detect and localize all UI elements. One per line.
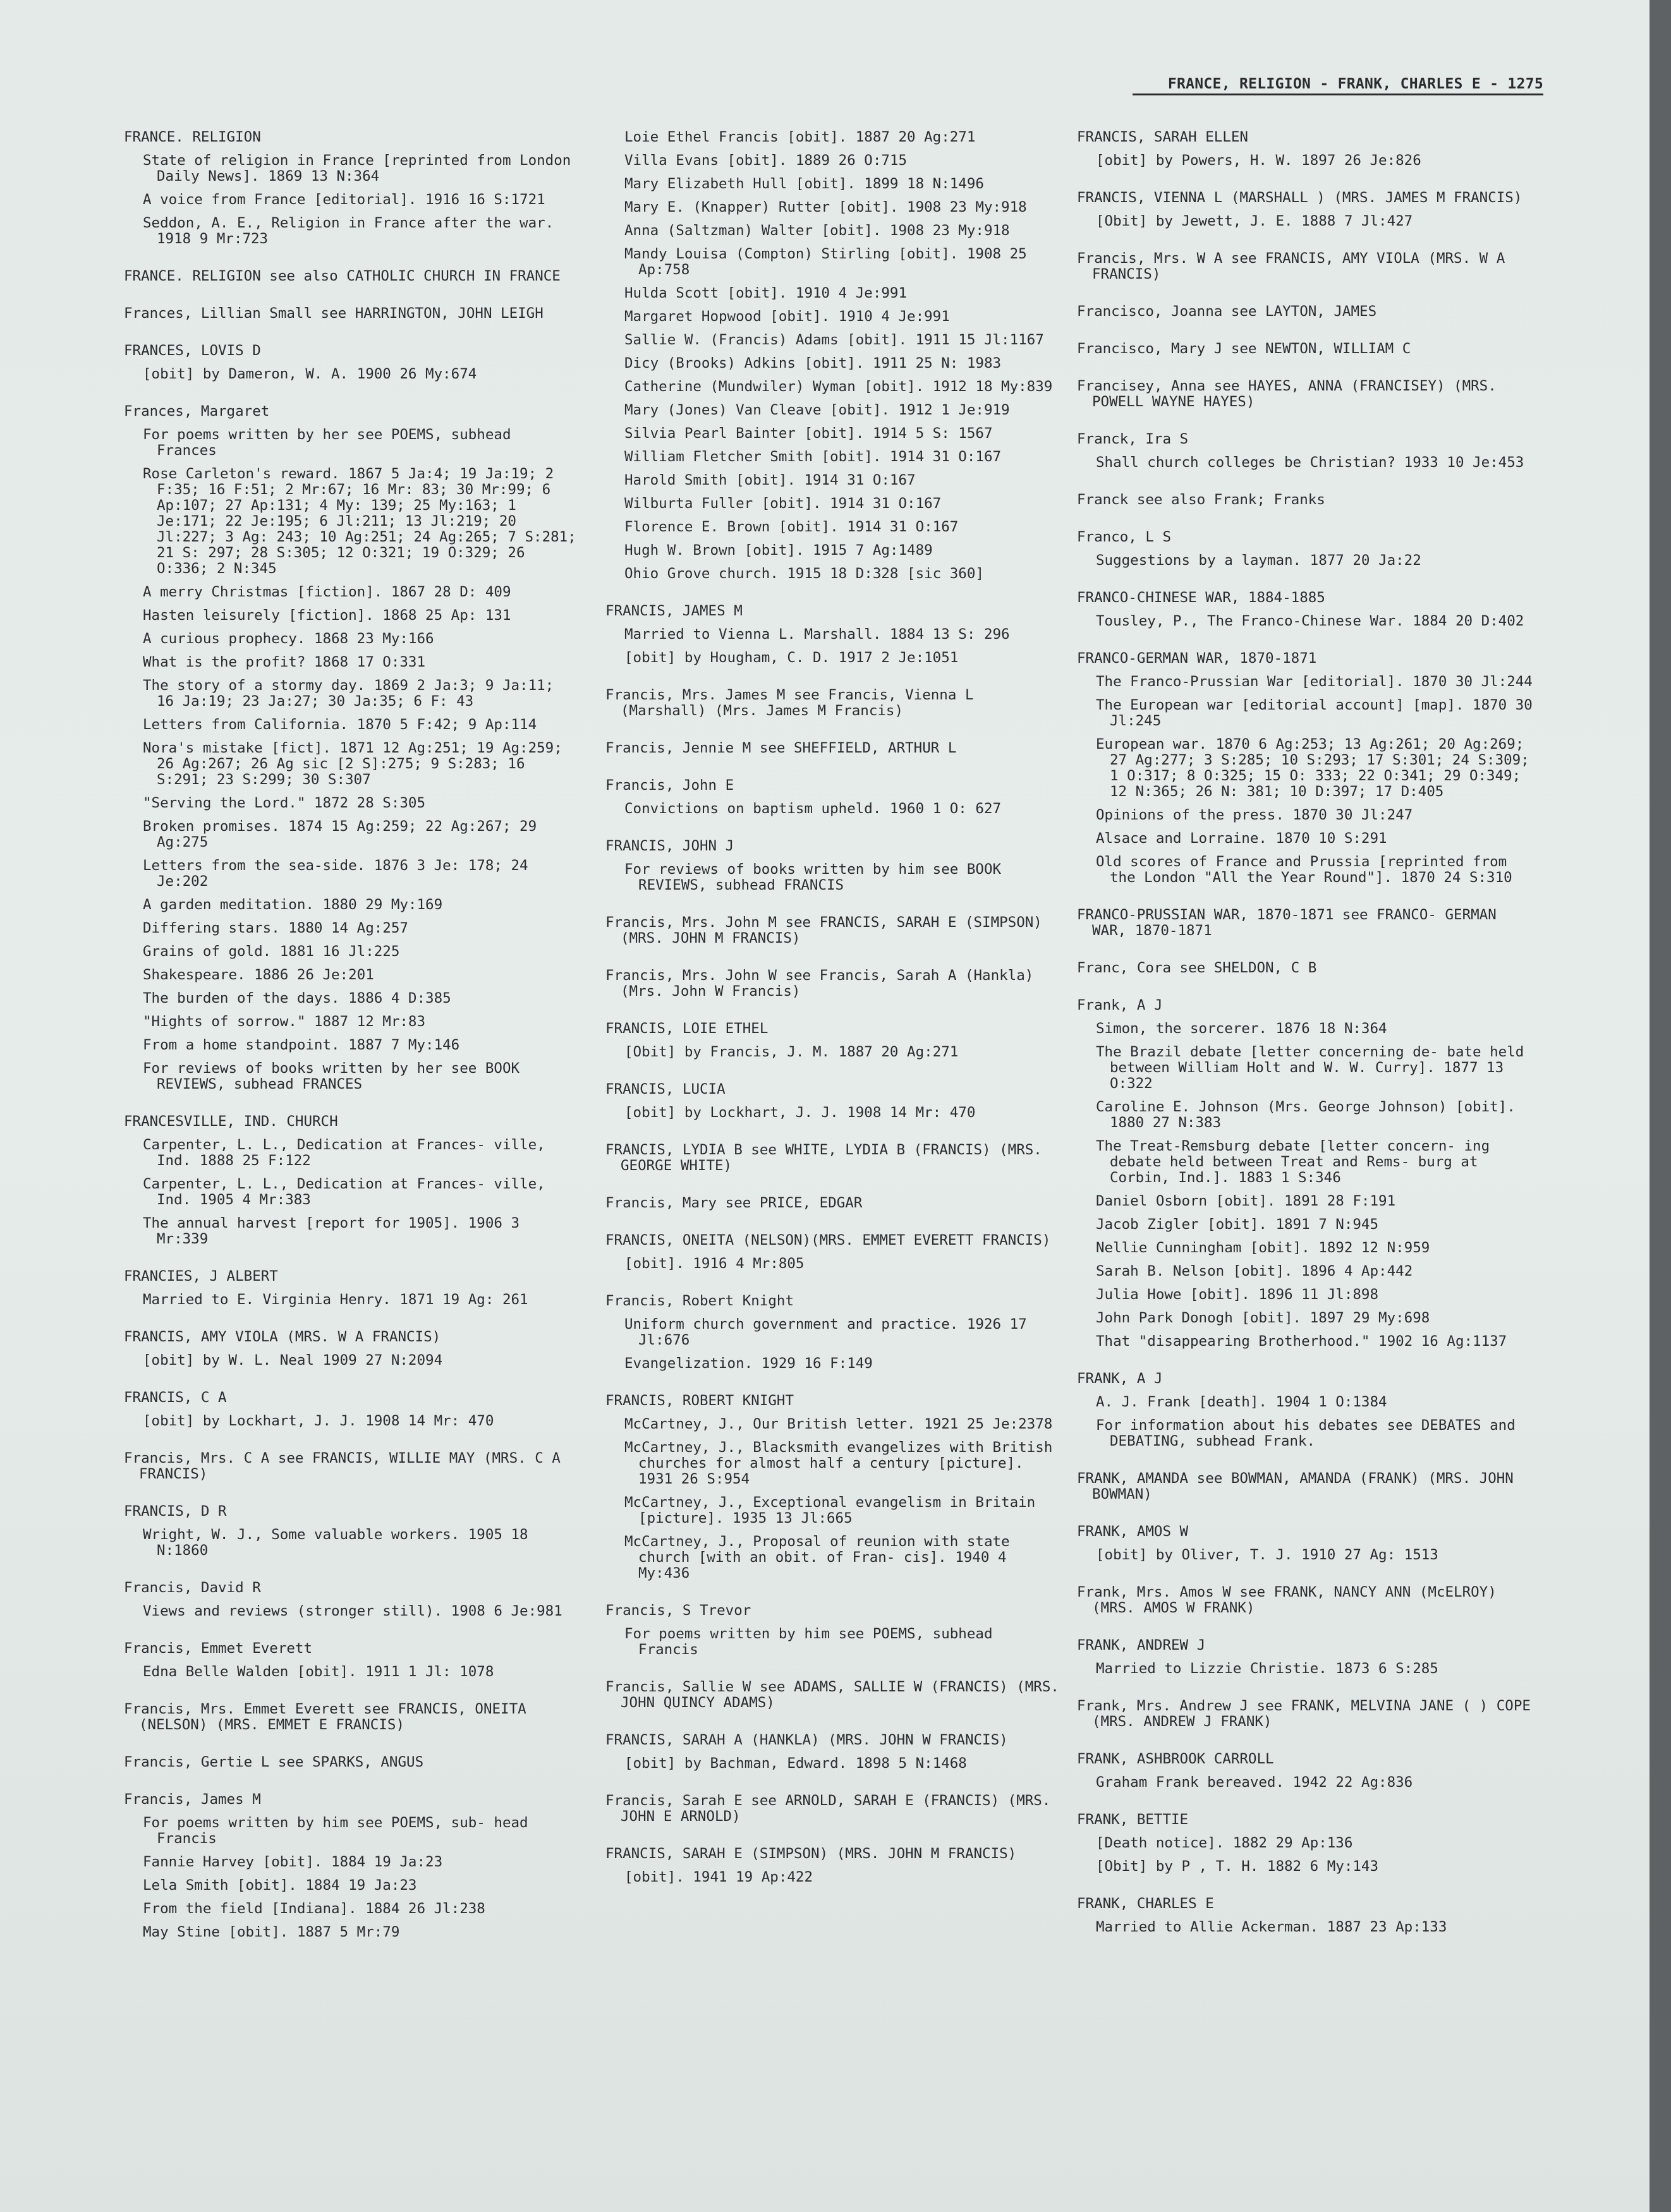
- entry-heading: Francis, Jennie M see SHEFFIELD, ARTHUR L: [605, 740, 957, 756]
- entry-citation: Dicy (Brooks) Adkins [obit]. 1911 25 N: 1983: [624, 355, 1002, 372]
- index-entry: [1077, 190, 1538, 229]
- entry-citation: Edna Belle Walden [obit]. 1911 1 Jl: 1078: [143, 1664, 494, 1680]
- entry-heading: FRANCE. RELIGION: [124, 129, 261, 145]
- entry-citation: [obit]. 1916 4 Mr:805: [624, 1255, 805, 1272]
- index-entry: [124, 1504, 579, 1559]
- index-entry: [124, 1580, 579, 1619]
- index-entry: [1077, 1751, 1538, 1791]
- entry-citation: Married to Lizzie Christie. 1873 6 S:285: [1096, 1660, 1438, 1677]
- entry-citation: Shall church colleges be Christian? 1933 10 Je:453: [1096, 454, 1524, 471]
- entry-citation: [obit]. 1941 19 Ap:422: [624, 1869, 813, 1885]
- entry-citation: Loie Ethel Francis [obit]. 1887 20 Ag:271: [624, 129, 976, 145]
- entry-citation: Convictions on baptism upheld. 1960 1 O: 627: [624, 801, 1002, 817]
- index-entry: [124, 1451, 579, 1482]
- entry-citation: For information about his debates see DEBATES and DEBATING, subhead Frank.: [1096, 1417, 1516, 1449]
- entry-heading: Frank, Mrs. Andrew J see FRANK, MELVINA JANE ( ) COPE (MRS. ANDREW J FRANK): [1077, 1698, 1531, 1730]
- entry-heading: Francis, Sarah E see ARNOLD, SARAH E (FRANCIS) (MRS. JOHN E ARNOLD): [605, 1792, 1051, 1825]
- entry-heading: FRANCE. RELIGION see also CATHOLIC CHURCH IN FRANCE: [124, 268, 561, 284]
- entry-heading: FRANCIS, ROBERT KNIGHT: [605, 1393, 794, 1409]
- entry-citation: [obit] by Powers, H. W. 1897 26 Je:826: [1096, 152, 1421, 169]
- entry-citation: Wright, W. J., Some valuable workers. 1905 18 N:1860: [143, 1526, 528, 1559]
- entry-citation: Caroline E. Johnson (Mrs. George Johnson) [obit]. 1880 27 N:383: [1096, 1099, 1516, 1131]
- entry-citation: Alsace and Lorraine. 1870 10 S:291: [1096, 830, 1387, 847]
- entry-citation: Married to Vienna L. Marshall. 1884 13 S: 296: [624, 626, 1010, 643]
- entry-heading: Francis, John E: [605, 777, 734, 794]
- entry-citation: [Obit] by Jewett, J. E. 1888 7 Jl:427: [1096, 213, 1413, 229]
- index-entry: [1077, 1896, 1538, 1935]
- index-entry: [124, 1792, 579, 1940]
- index-entry: [605, 915, 1060, 946]
- entry-heading: Francis, David R: [124, 1580, 261, 1596]
- entry-citation: [obit] by Lockhart, J. J. 1908 14 Mr: 470: [624, 1104, 976, 1121]
- index-entry: [605, 1846, 1060, 1885]
- index-entry: [124, 1329, 579, 1369]
- entry-citation: Silvia Pearl Bainter [obit]. 1914 5 S: 1567: [624, 425, 993, 442]
- page-edge: [1650, 0, 1671, 2212]
- index-entry: [1077, 432, 1538, 471]
- index-entry: [1077, 341, 1538, 357]
- index-entry: [1077, 590, 1538, 629]
- index-entry: [1077, 492, 1538, 508]
- index-entry: [605, 1793, 1060, 1825]
- index-entry: [1077, 1585, 1538, 1616]
- index-entry: [1077, 1371, 1538, 1449]
- entry-citation: Grains of gold. 1881 16 Jl:225: [143, 943, 400, 960]
- entry-citation: McCartney, J., Our British letter. 1921 25 Je:2378: [624, 1416, 1053, 1432]
- entry-citation: Opinions of the press. 1870 30 Jl:247: [1096, 807, 1413, 823]
- entry-citation: Hulda Scott [obit]. 1910 4 Je:991: [624, 285, 908, 301]
- index-entry: [124, 1755, 579, 1770]
- entry-citation: A voice from France [editorial]. 1916 16 S:1721: [143, 191, 545, 208]
- entry-citation: Uniform church government and practice. 1926 17 Jl:676: [624, 1316, 1027, 1348]
- entry-citation: Jacob Zigler [obit]. 1891 7 N:945: [1096, 1216, 1379, 1233]
- entry-citation: [Obit] by Francis, J. M. 1887 20 Ag:271: [624, 1044, 959, 1060]
- entry-citation: McCartney, J., Exceptional evangelism in Britain [picture]. 1935 13 Jl:665: [624, 1494, 1036, 1526]
- running-header: FRANCE, RELIGION - FRANK, CHARLES E - 1275: [1133, 76, 1543, 95]
- entry-citation: McCartney, J., Proposal of reunion with state church [with an obit. of Fran- cis]. 1940 4 My:436: [624, 1533, 1010, 1581]
- entry-heading: FRANCIS, ONEITA (NELSON)(MRS. EMMET EVERETT FRANCIS): [605, 1232, 1051, 1248]
- entry-heading: FRANCIS, C A: [124, 1389, 227, 1406]
- entry-heading: Francisco, Mary J see NEWTON, WILLIAM C: [1077, 341, 1411, 357]
- entry-heading: FRANK, A J: [1077, 1370, 1163, 1387]
- entry-citation: Married to E. Virginia Henry. 1871 19 Ag: 261: [143, 1291, 528, 1308]
- entry-citation: McCartney, J., Blacksmith evangelizes with British churches for almost half a century [picture]. 1931 26 S:954: [624, 1439, 1053, 1487]
- entry-heading: Franc, Cora see SHELDON, C B: [1077, 960, 1317, 976]
- entry-heading: FRANCO-PRUSSIAN WAR, 1870-1871 see FRANCO- GERMAN WAR, 1870-1871: [1077, 907, 1497, 939]
- index-entry: [124, 1390, 579, 1429]
- entry-citation: Hugh W. Brown [obit]. 1915 7 Ag:1489: [624, 542, 933, 559]
- entry-heading: Francis, Mrs. C A see FRANCIS, WILLIE MAY (MRS. C A FRANCIS): [124, 1450, 561, 1482]
- index-entry: [124, 306, 579, 322]
- entry-heading: FRANCO-GERMAN WAR, 1870-1871: [1077, 650, 1317, 667]
- entry-citation: Evangelization. 1929 16 F:149: [624, 1355, 873, 1372]
- entry-citation: The annual harvest [report for 1905]. 1906 3 Mr:339: [143, 1215, 520, 1247]
- entry-heading: Franco, L S: [1077, 529, 1172, 545]
- entry-heading: FRANCIS, LYDIA B see WHITE, LYDIA B (FRANCIS) (MRS. GEORGE WHITE): [605, 1142, 1042, 1174]
- index-entry: [605, 1082, 1060, 1121]
- entry-citation: Carpenter, L. L., Dedication at Frances- ville, Ind. 1905 4 Mr:383: [143, 1176, 545, 1208]
- entry-citation: Tousley, P., The Franco-Chinese War. 1884 20 D:402: [1096, 613, 1524, 629]
- entry-heading: Francis, Sallie W see ADAMS, SALLIE W (FRANCIS) (MRS. JOHN QUINCY ADAMS): [605, 1679, 1059, 1711]
- entry-citation: Hasten leisurely [fiction]. 1868 25 Ap: 131: [143, 607, 511, 624]
- entry-heading: Francis, Mrs. John M see FRANCIS, SARAH E (SIMPSON) (MRS. JOHN M FRANCIS): [605, 914, 1042, 946]
- entry-citation: Catherine (Mundwiler) Wyman [obit]. 1912 18 My:839: [624, 378, 1053, 395]
- entry-citation: "Serving the Lord." 1872 28 S:305: [143, 795, 426, 811]
- entry-heading: FRANCIS, LOIE ETHEL: [605, 1020, 769, 1037]
- entry-citation: A. J. Frank [death]. 1904 1 O:1384: [1096, 1394, 1387, 1410]
- index-entry: [605, 1293, 1060, 1372]
- entry-citation: The Brazil debate [letter concerning de- bate held between William Holt and W. W. Curry]. 1877 13 O:322: [1096, 1044, 1524, 1092]
- index-entry: [605, 1233, 1060, 1272]
- index-entry: [124, 1641, 579, 1680]
- entry-citation: The European war [editorial account] [map]. 1870 30 Jl:245: [1096, 697, 1533, 729]
- index-entry: [1077, 529, 1538, 569]
- entry-citation: William Fletcher Smith [obit]. 1914 31 O:167: [624, 449, 1002, 465]
- index-entry: [1077, 1524, 1538, 1563]
- index-entry: [124, 269, 579, 284]
- entry-citation: Letters from California. 1870 5 F:42; 9 Ap:114: [143, 716, 537, 733]
- entry-citation: Married to Allie Ackerman. 1887 23 Ap:133: [1096, 1919, 1447, 1935]
- entry-heading: Francisco, Joanna see LAYTON, JAMES: [1077, 303, 1377, 320]
- entry-heading: FRANK, AMOS W: [1077, 1523, 1189, 1540]
- entry-citation: [Death notice]. 1882 29 Ap:136: [1096, 1835, 1353, 1851]
- index-entry: [1077, 1698, 1538, 1730]
- entry-citation: Nora's mistake [fict]. 1871 12 Ag:251; 19 Ag:259; 26 Ag:267; 26 Ag sic [2 S]:275; 9 S:283; 16 S:291; 23 S:299; 30 S:307: [143, 740, 562, 788]
- entry-citation: May Stine [obit]. 1887 5 Mr:79: [143, 1924, 400, 1940]
- entry-citation: Graham Frank bereaved. 1942 22 Ag:836: [1096, 1774, 1413, 1791]
- entry-citation: John Park Donogh [obit]. 1897 29 My:698: [1096, 1310, 1430, 1326]
- entry-citation: That "disappearing Brotherhood." 1902 16 Ag:1137: [1096, 1333, 1507, 1350]
- entry-citation: [obit] by Bachman, Edward. 1898 5 N:1468: [624, 1755, 967, 1772]
- entry-heading: FRANCO-CHINESE WAR, 1884-1885: [1077, 589, 1325, 606]
- index-entry: [605, 1142, 1060, 1174]
- entry-citation: A garden meditation. 1880 29 My:169: [143, 897, 443, 913]
- index-entry: [1077, 378, 1538, 410]
- entry-heading: FRANK, CHARLES E: [1077, 1895, 1214, 1912]
- entry-citation: Views and reviews (stronger still). 1908 6 Je:981: [143, 1603, 562, 1619]
- index-entry: [605, 1393, 1060, 1581]
- entry-heading: Francis, Mrs. John W see Francis, Sarah A (Hankla) (Mrs. John W Francis): [605, 967, 1034, 1000]
- column-3: [1077, 130, 1538, 1957]
- index-entry: [1077, 251, 1538, 282]
- entry-citation: The story of a stormy day. 1869 2 Ja:3; 9 Ja:11; 16 Ja:19; 23 Ja:27; 30 Ja:35; 6 F: 43: [143, 677, 554, 710]
- entry-heading: FRANCIES, J ALBERT: [124, 1268, 278, 1284]
- entry-heading: FRANCES, LOVIS D: [124, 342, 261, 359]
- entry-citation: Broken promises. 1874 15 Ag:259; 22 Ag:267; 29 Ag:275: [143, 818, 537, 850]
- entry-citation: Sallie W. (Francis) Adams [obit]. 1911 15 Jl:1167: [624, 332, 1044, 348]
- entry-heading: Franck see also Frank; Franks: [1077, 492, 1325, 508]
- entry-heading: Francis, James M: [124, 1791, 261, 1808]
- index-entry: [1077, 651, 1538, 886]
- entry-heading: FRANCIS, JAMES M: [605, 603, 743, 619]
- entry-citation: From the field [Indiana]. 1884 26 Jl:238: [143, 1901, 485, 1917]
- entry-citation: Margaret Hopwood [obit]. 1910 4 Je:991: [624, 308, 950, 325]
- index-entry: [1077, 130, 1538, 169]
- entry-heading: Frank, Mrs. Amos W see FRANK, NANCY ANN (McELROY) (MRS. AMOS W FRANK): [1077, 1584, 1497, 1616]
- entry-citation: Simon, the sorcerer. 1876 18 N:364: [1096, 1020, 1387, 1037]
- entry-citation: The burden of the days. 1886 4 D:385: [143, 990, 451, 1006]
- index-entry: [605, 968, 1060, 1000]
- index-entry: [1077, 1812, 1538, 1875]
- entry-citation: Julia Howe [obit]. 1896 11 Jl:898: [1096, 1286, 1379, 1303]
- entry-citation: Mary Elizabeth Hull [obit]. 1899 18 N:1496: [624, 176, 984, 192]
- index-entry: [605, 1679, 1060, 1711]
- entry-heading: Frank, A J: [1077, 997, 1163, 1013]
- entry-citation: European war. 1870 6 Ag:253; 13 Ag:261; 20 Ag:269; 27 Ag:277; 3 S:285; 10 S:293; 17 S:301; 24 S:309; 1 O:317; 8 O:325; 15 O: 333; 22 O:341; 29 O:349; 12 N:365; 26 N: 381; 10 D:397; 17 D:405: [1096, 736, 1529, 800]
- entry-citation: Mary (Jones) Van Cleave [obit]. 1912 1 Je:919: [624, 402, 1010, 418]
- entry-heading: FRANCIS, LUCIA: [605, 1081, 726, 1097]
- entry-heading: FRANCIS, SARAH E (SIMPSON) (MRS. JOHN M FRANCIS): [605, 1846, 1017, 1862]
- entry-citation: Ohio Grove church. 1915 18 D:328 [sic 360]: [624, 565, 984, 582]
- index-entry: [1077, 907, 1538, 939]
- column-2: [605, 130, 1060, 1907]
- entry-citation: Differing stars. 1880 14 Ag:257: [143, 920, 408, 936]
- entry-heading: Franck, Ira S: [1077, 431, 1189, 447]
- entry-citation: What is the profit? 1868 17 O:331: [143, 654, 426, 670]
- entry-citation: A merry Christmas [fiction]. 1867 28 D: 409: [143, 584, 511, 600]
- entry-citation: [obit] by Dameron, W. A. 1900 26 My:674: [143, 366, 477, 382]
- entry-citation: Florence E. Brown [obit]. 1914 31 O:167: [624, 519, 959, 535]
- index-entry: [124, 130, 579, 247]
- entry-heading: Francis, Emmet Everett: [124, 1640, 313, 1657]
- entry-heading: FRANK, BETTIE: [1077, 1811, 1189, 1828]
- entry-citation: Nellie Cunningham [obit]. 1892 12 N:959: [1096, 1240, 1430, 1256]
- entry-citation: Old scores of France and Prussia [reprinted from the London "All the Year Round"]. 1870 24 S:310: [1096, 854, 1512, 886]
- entry-citation: For reviews of books written by her see BOOK REVIEWS, subhead FRANCES: [143, 1060, 520, 1092]
- index-entry: [605, 1732, 1060, 1772]
- index-entry: [124, 343, 579, 382]
- entry-citation: "Hights of sorrow." 1887 12 Mr:83: [143, 1013, 426, 1030]
- index-entry: [124, 404, 579, 1092]
- index-entry: [605, 1195, 1060, 1211]
- index-entry: [605, 130, 1060, 582]
- entry-citation: For poems written by her see POEMS, subhead Frances: [143, 426, 511, 459]
- entry-heading: Francis, Mrs. Emmet Everett see FRANCIS, ONEITA (NELSON) (MRS. EMMET E FRANCIS): [124, 1701, 526, 1733]
- entry-citation: Mandy Louisa (Compton) Stirling [obit]. 1908 25 Ap:758: [624, 246, 1027, 278]
- entry-citation: Mary E. (Knapper) Rutter [obit]. 1908 23 My:918: [624, 199, 1027, 215]
- entry-citation: Villa Evans [obit]. 1889 26 O:715: [624, 152, 908, 169]
- entry-heading: FRANCIS, VIENNA L (MARSHALL ) (MRS. JAMES M FRANCIS): [1077, 190, 1522, 206]
- index-entry: [605, 838, 1060, 893]
- entry-citation: The Franco-Prussian War [editorial]. 1870 30 Jl:244: [1096, 674, 1533, 690]
- entry-heading: FRANCIS, AMY VIOLA (MRS. W A FRANCIS): [124, 1329, 441, 1345]
- index-entry: [124, 1701, 579, 1733]
- entry-heading: FRANK, AMANDA see BOWMAN, AMANDA (FRANK) (MRS. JOHN BOWMAN): [1077, 1470, 1514, 1502]
- entry-citation: [obit] by W. L. Neal 1909 27 N:2094: [143, 1352, 443, 1369]
- entry-heading: Frances, Lillian Small see HARRINGTON, JOHN LEIGH: [124, 305, 544, 322]
- index-entry: [605, 687, 1060, 719]
- entry-heading: Francisey, Anna see HAYES, ANNA (FRANCISEY) (MRS. POWELL WAYNE HAYES): [1077, 378, 1497, 410]
- entry-citation: Letters from the sea-side. 1876 3 Je: 178; 24 Je:202: [143, 857, 528, 890]
- entry-citation: Daniel Osborn [obit]. 1891 28 F:191: [1096, 1193, 1396, 1209]
- index-entry: [1077, 998, 1538, 1350]
- index-entry: [1077, 960, 1538, 976]
- entry-citation: Wilburta Fuller [obit]. 1914 31 O:167: [624, 495, 942, 512]
- index-entry: [605, 740, 1060, 756]
- entry-heading: FRANCIS, D R: [124, 1503, 227, 1520]
- entry-citation: Sarah B. Nelson [obit]. 1896 4 Ap:442: [1096, 1263, 1413, 1279]
- entry-citation: For poems written by him see POEMS, sub- head Francis: [143, 1815, 528, 1847]
- entry-heading: Francis, Mary see PRICE, EDGAR: [605, 1195, 863, 1211]
- entry-heading: FRANK, ANDREW J: [1077, 1637, 1206, 1653]
- entry-citation: [obit] by Hougham, C. D. 1917 2 Je:1051: [624, 650, 959, 666]
- entry-heading: FRANK, ASHBROOK CARROLL: [1077, 1751, 1274, 1767]
- index-entry: [605, 1021, 1060, 1060]
- entry-citation: [obit] by Lockhart, J. J. 1908 14 Mr: 470: [143, 1413, 494, 1429]
- entry-citation: For poems written by him see POEMS, subhead Francis: [624, 1626, 993, 1658]
- entry-citation: Suggestions by a layman. 1877 20 Ja:22: [1096, 552, 1421, 569]
- entry-citation: Anna (Saltzman) Walter [obit]. 1908 23 My:918: [624, 222, 1010, 239]
- index-entry: [605, 603, 1060, 666]
- entry-heading: Francis, Mrs. W A see FRANCIS, AMY VIOLA (MRS. W A FRANCIS): [1077, 250, 1505, 282]
- entry-heading: FRANCIS, SARAH A (HANKLA) (MRS. JOHN W FRANCIS): [605, 1732, 1008, 1748]
- entry-citation: From a home standpoint. 1887 7 My:146: [143, 1037, 460, 1053]
- index-entry: [605, 778, 1060, 817]
- entry-heading: FRANCESVILLE, IND. CHURCH: [124, 1113, 338, 1130]
- index-entry: [1077, 1471, 1538, 1502]
- entry-citation: Lela Smith [obit]. 1884 19 Ja:23: [143, 1877, 417, 1894]
- index-entry: [1077, 1638, 1538, 1677]
- entry-heading: Francis, S Trevor: [605, 1602, 751, 1619]
- entry-citation: Carpenter, L. L., Dedication at Frances- ville, Ind. 1888 25 F:122: [143, 1137, 545, 1169]
- index-entry: [124, 1269, 579, 1308]
- column-1: [124, 130, 579, 1962]
- entry-citation: Fannie Harvey [obit]. 1884 19 Ja:23: [143, 1854, 443, 1870]
- entry-citation: Seddon, A. E., Religion in France after the war. 1918 9 Mr:723: [143, 215, 554, 247]
- entry-heading: Francis, Robert Knight: [605, 1293, 794, 1309]
- entry-citation: [obit] by Oliver, T. J. 1910 27 Ag: 1513: [1096, 1547, 1438, 1563]
- entry-heading: Francis, Mrs. James M see Francis, Vienna L (Marshall) (Mrs. James M Francis): [605, 687, 974, 719]
- index-entry: [1077, 304, 1538, 320]
- entry-heading: FRANCIS, SARAH ELLEN: [1077, 129, 1248, 145]
- entry-citation: The Treat-Remsburg debate [letter concern- ing debate held between Treat and Rems- burg at Corbin, Ind.]. 1883 1 S:346: [1096, 1138, 1490, 1186]
- entry-citation: A curious prophecy. 1868 23 My:166: [143, 631, 434, 647]
- entry-heading: Frances, Margaret: [124, 403, 270, 420]
- entry-citation: For reviews of books written by him see BOOK REVIEWS, subhead FRANCIS: [624, 861, 1002, 893]
- entry-citation: Rose Carleton's reward. 1867 5 Ja:4; 19 Ja:19; 2 F:35; 16 F:51; 2 Mr:67; 16 Mr: 83; 30 Mr:99; 6 Ap:107; 27 Ap:131; 4 My: 139; 25 My:163; 1 Je:171; 22 Je:195; 6 Jl:211; 13 Jl:219; 20 Jl:227; 3 Ag: 243; 10 Ag:251; 24 Ag:265; 7 S:281; 21 S: 297; 28 S:305; 12 O:321; 19 O:329; 26 O:336; 2 N:345: [143, 466, 576, 577]
- entry-citation: Shakespeare. 1886 26 Je:201: [143, 967, 374, 983]
- index-entry: [124, 1114, 579, 1247]
- entry-heading: Francis, Gertie L see SPARKS, ANGUS: [124, 1754, 424, 1770]
- entry-citation: [Obit] by P , T. H. 1882 6 My:143: [1096, 1858, 1379, 1875]
- entry-citation: Harold Smith [obit]. 1914 31 O:167: [624, 472, 916, 488]
- entry-citation: State of religion in France [reprinted from London Daily News]. 1869 13 N:364: [143, 152, 571, 184]
- entry-heading: FRANCIS, JOHN J: [605, 838, 734, 854]
- index-entry: [605, 1603, 1060, 1658]
